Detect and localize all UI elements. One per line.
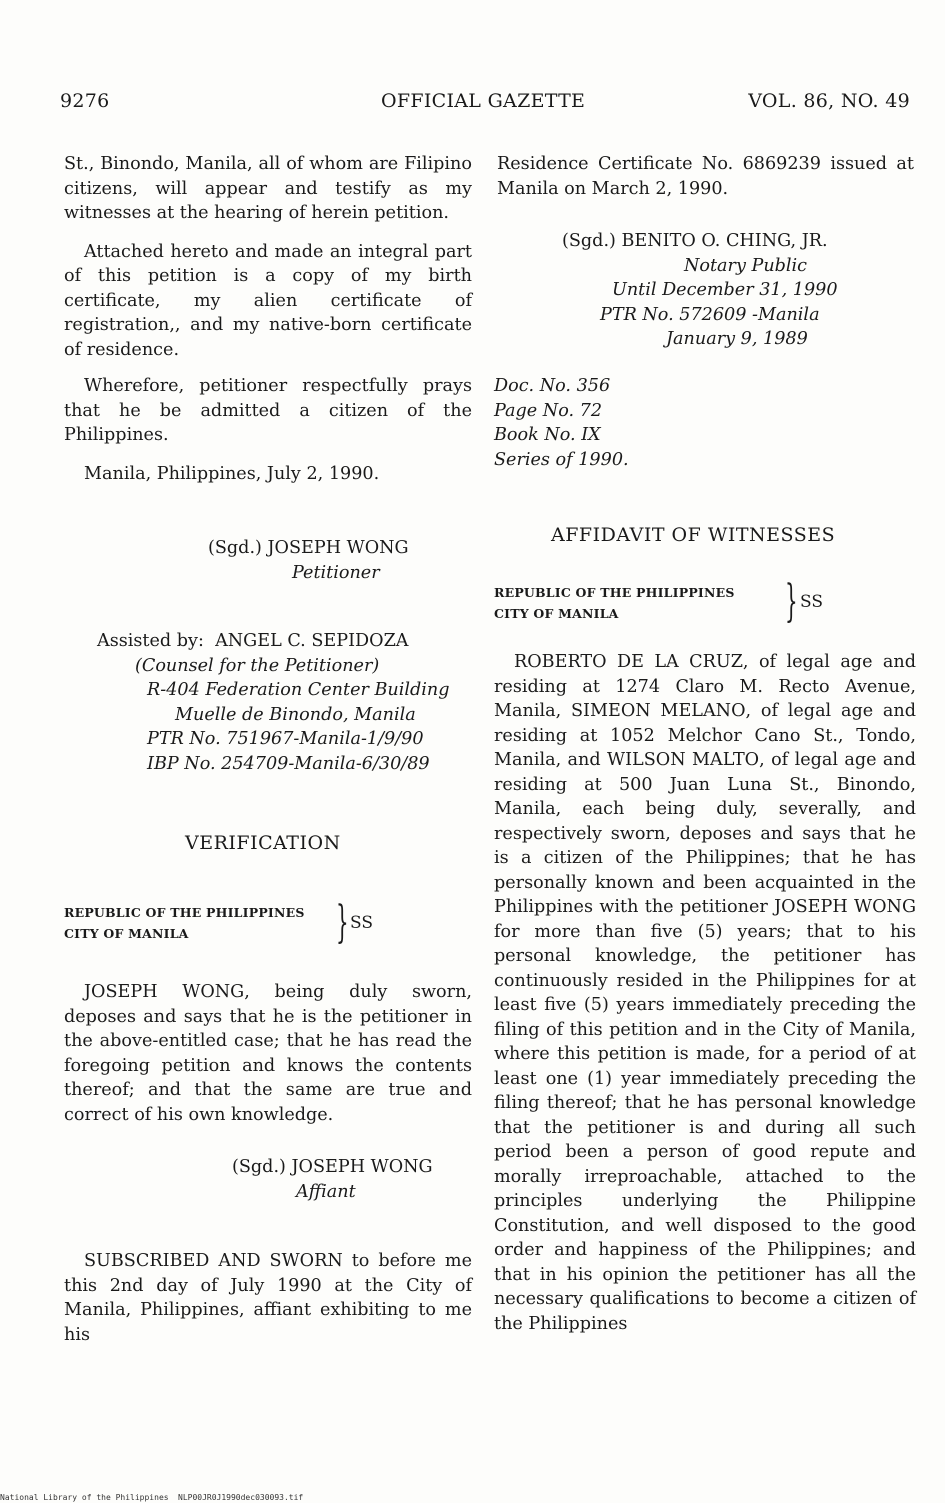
- verification-name: JOSEPH WONG: [84, 982, 245, 1002]
- left-para-wherefore: Wherefore, petitioner respectfully prays that he be admitted a citizen of the Philippines.: [64, 376, 472, 445]
- counsel-line-3: Muelle de Binondo, Manila: [175, 704, 416, 725]
- counsel-line-4: PTR No. 751967-Manila-1/9/90: [147, 729, 424, 749]
- gazette-title: OFFICIAL GAZETTE: [381, 90, 586, 112]
- caption-brace: }: [785, 576, 798, 627]
- left-column: [64, 152, 472, 486]
- volume-number: VOL. 86, NO. 49: [748, 90, 910, 112]
- affiant-name: JOSEPH WONG: [291, 1157, 433, 1177]
- affidavit-caption: [494, 582, 735, 624]
- notary-line-2: Until December 31, 1990: [612, 280, 838, 300]
- witness-name-3: WILSON MALTO: [607, 750, 760, 770]
- sgd-label: (Sgd.): [208, 538, 262, 558]
- verification-body: , being duly sworn, deposes and says that he is the petitioner in the above-entitled case; that he has read the foregoing petition and knows the contents thereof; and that the same are true and correct of his own knowledge.: [64, 982, 472, 1125]
- caption-line-republic: REPUBLIC OF THE PHILIPPINES: [64, 905, 305, 920]
- series-year: Series of 1990.: [494, 449, 629, 470]
- footer-library: National Library of the Philippines: [0, 1493, 169, 1502]
- affidavit-heading: AFFIDAVIT OF WITNESSES: [551, 524, 836, 546]
- subscribed-lead: SUBSCRIBED AND SWORN: [84, 1251, 343, 1271]
- verification-caption: [64, 902, 305, 944]
- assisted-label: Assisted by:: [97, 631, 204, 651]
- caption-line-republic: REPUBLIC OF THE PHILIPPINES: [494, 585, 735, 600]
- notary-name: BENITO O. CHING, JR.: [621, 231, 828, 251]
- left-para-witnesses: St., Binondo, Manila, all of whom are Filipino citizens, will appear and testify as my witnesses at the hearing of herein petition.: [64, 154, 472, 223]
- residence-certificate: Residence Certificate No. 6869239 issued at Manila on March 2, 1990.: [497, 154, 914, 199]
- document-details: [494, 374, 629, 472]
- page-number-detail: Page No. 72: [494, 400, 603, 421]
- verification-text: [64, 980, 472, 1127]
- witness-name-2: SIMEON MELANO: [570, 701, 746, 721]
- counsel-line-2: R-404 Federation Center Building: [147, 680, 450, 700]
- affidavit-text-1: , of legal age and residing at 1274 Claro M. Recto Avenue, Manila,: [494, 652, 916, 721]
- affidavit-body: [494, 650, 916, 1336]
- affiant-signature: [232, 1155, 433, 1204]
- petitioner-signature: [208, 536, 409, 585]
- book-number: Book No. IX: [494, 425, 601, 445]
- caption-ss: SS: [350, 913, 373, 933]
- sgd-label: (Sgd.): [232, 1157, 286, 1177]
- counsel-name: ANGEL C. SEPIDOZA: [215, 631, 409, 651]
- notary-line-1: Notary Public: [684, 255, 808, 276]
- caption-ss: SS: [800, 592, 823, 612]
- verification-heading: VERIFICATION: [185, 832, 341, 854]
- caption-brace: }: [336, 897, 349, 948]
- caption-line-city: CITY OF MANILA: [64, 926, 189, 941]
- sgd-label: (Sgd.): [562, 231, 616, 251]
- petitioner-role: Petitioner: [292, 562, 380, 583]
- left-para-attached: Attached hereto and made an integral part of this petition is a copy of my birth certificate, my alien certificate of registration,, and my native-born certificate of residence.: [64, 241, 472, 360]
- notary-block: [562, 229, 838, 352]
- caption-line-city: CITY OF MANILA: [494, 606, 619, 621]
- assisted-by-block: [97, 629, 477, 776]
- page-number: 9276: [60, 90, 110, 112]
- affidavit-text-2: , of legal age and residing at 1052 Melchor Cano St., Tondo, Manila, and: [494, 701, 917, 770]
- doc-number: Doc. No. 356: [494, 376, 611, 396]
- counsel-line-1: (Counsel for the Petitioner): [135, 655, 380, 676]
- affiant-role: Affiant: [296, 1181, 356, 1202]
- place-date: Manila, Philippines, July 2, 1990.: [84, 463, 380, 484]
- petitioner-name: JOSEPH WONG: [267, 538, 409, 558]
- footer-filename: NLP00JR0J1990dec030093.tif: [178, 1493, 304, 1502]
- witness-name-1: ROBERTO DE LA CRUZ: [514, 652, 743, 672]
- affidavit-text-4: for more than five (5) years; that to his personal knowledge, the petitioner has continuously resided in the Philippines for at least five (5) years immediately preceding the filing of this petition and in the City of Manila, where this petition is made, for a period of at least one (1) year immediately preceding the filing thereof; that he has personal knowledge that the petitioner is and during all such period been a person of good repute and morally irreproachable, attached to the principles underlying the Philippine Constitution, and well disposed to the good order and happiness of the Philippines; and that in his opinion the petitioner has all the necessary qualifications to become a citizen of the Philippines: [494, 921, 916, 1334]
- subscribed-text: [64, 1249, 472, 1347]
- counsel-line-5: IBP No. 254709-Manila-6/30/89: [147, 753, 430, 774]
- notary-line-4: January 9, 1989: [666, 329, 808, 349]
- petitioner-name-ref: JOSEPH WONG: [774, 897, 916, 917]
- notary-line-3: PTR No. 572609 -Manila: [600, 304, 820, 325]
- affidavit-text-3: , of legal age and residing at 500 Juan Luna St., Binondo, Manila, each being duly, severally, and respectively sworn, deposes and says that he is a citizen of the Philippines; that he has personally known and been acquainted in the Philippines with the petitioner: [494, 750, 916, 917]
- subscribed-body: to before me this 2nd day of July 1990 at the City of Manila, Philippines, affiant exhibiting to me his: [64, 1251, 473, 1345]
